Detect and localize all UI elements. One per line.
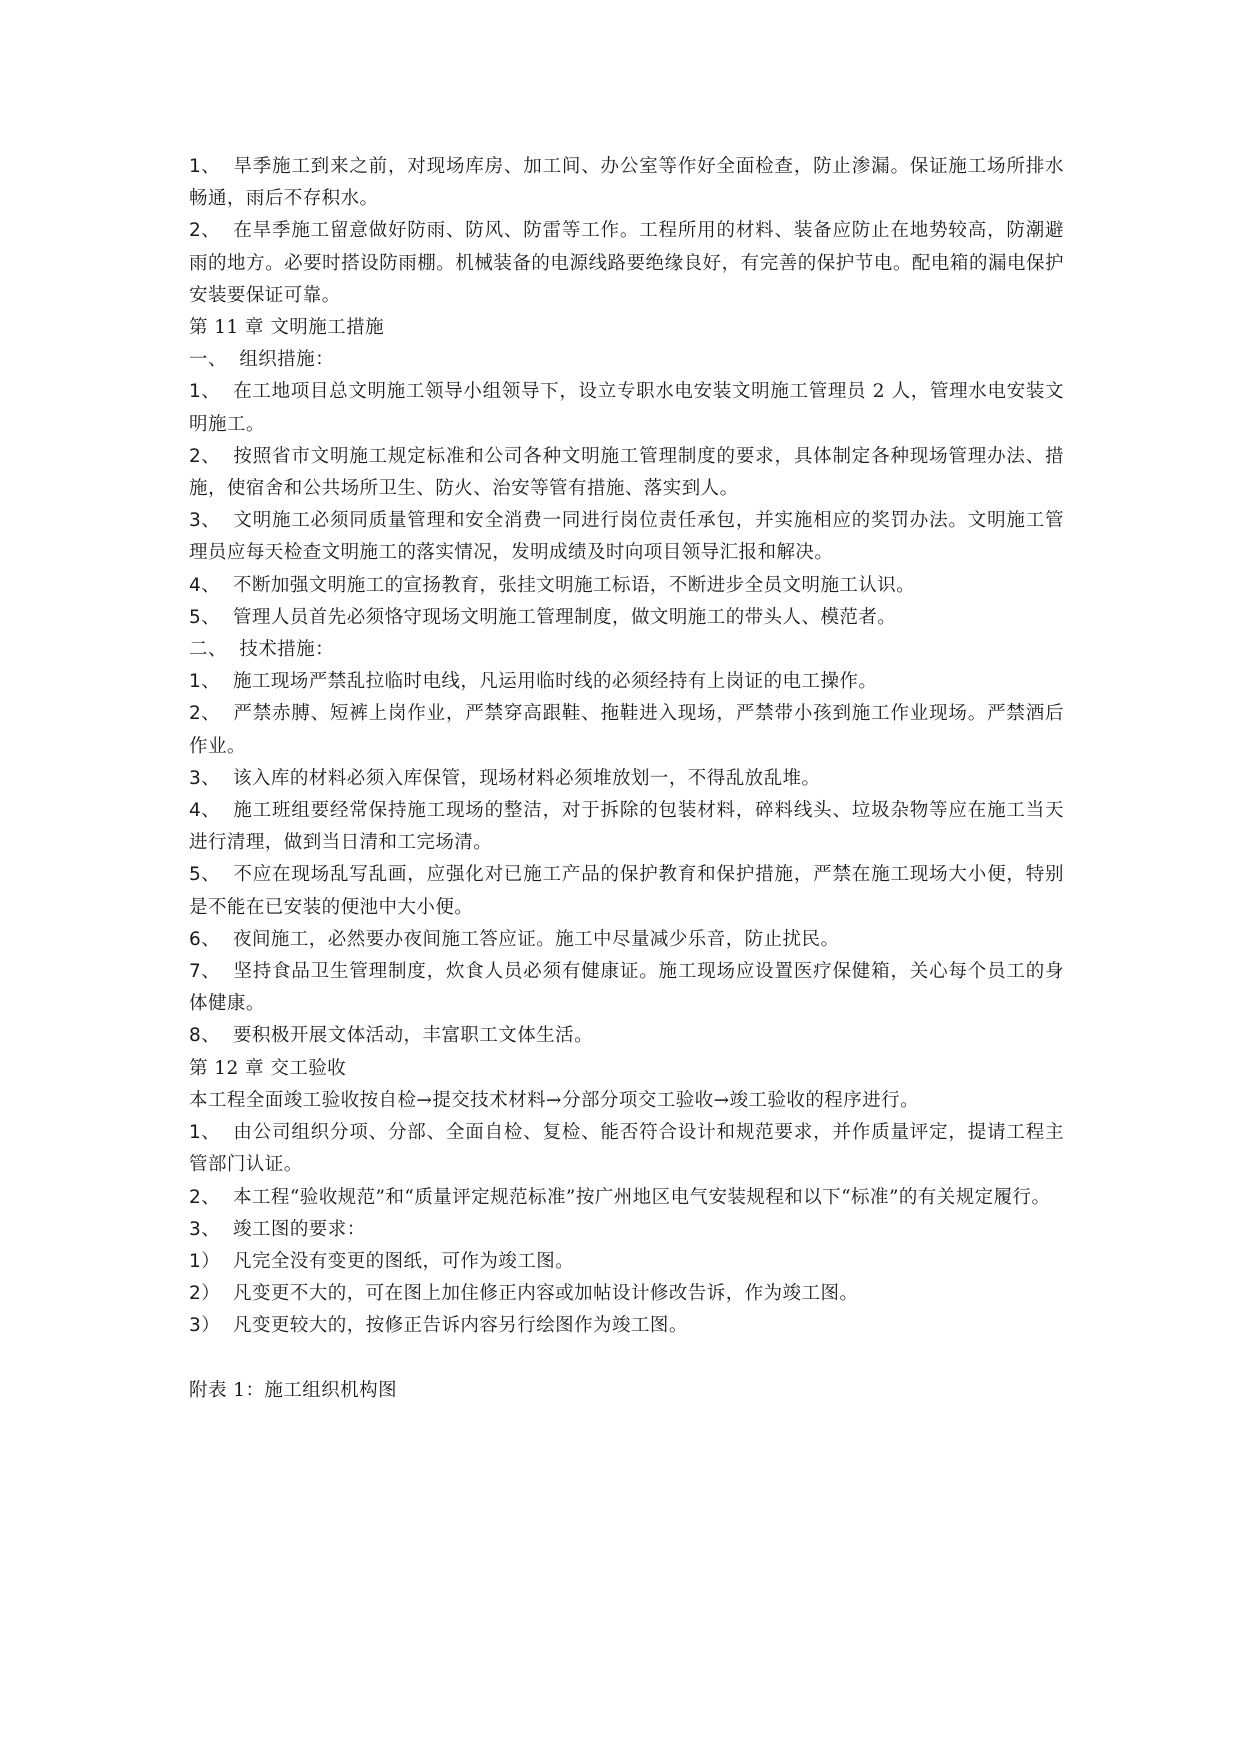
section-number: 一、	[189, 349, 227, 371]
paragraph	[189, 1278, 1064, 1310]
paragraph	[189, 1246, 1064, 1278]
chapter-heading-text: 第 11 章 文明施工措施	[189, 317, 385, 339]
paragraph-text: 由公司组织分项、分部、全面自检、复检、能否符合设计和规范要求，并作质量评定，提请工程主管部门认证。	[189, 1122, 1064, 1176]
list-number: 1、	[189, 381, 221, 403]
paragraph	[189, 505, 1064, 569]
section-heading	[189, 344, 1064, 376]
paragraph	[189, 666, 1064, 698]
appendix-caption: 附表 1：施工组织机构图	[189, 1379, 398, 1401]
paragraph	[189, 570, 1064, 602]
list-number: 5、	[189, 606, 221, 628]
paragraph-text: 竣工图的要求：	[233, 1218, 366, 1240]
list-number: 1）	[189, 1250, 221, 1272]
paragraph	[189, 376, 1064, 440]
paragraph	[189, 924, 1064, 956]
list-number: 3、	[189, 1218, 221, 1240]
paragraph	[189, 215, 1064, 312]
paragraph-text: 按照省市文明施工规定标准和公司各种文明施工管理制度的要求，具体制定各种现场管理办法、措施，使宿舍和公共场所卫生、防火、治安等管有措施、落实到人。	[189, 445, 1064, 500]
paragraph-text: 该入库的材料必须入库保管，现场材料必须堆放划一，不得乱放乱堆。	[233, 767, 821, 789]
paragraph	[189, 1020, 1064, 1052]
paragraph	[189, 698, 1064, 762]
list-number: 7、	[189, 961, 221, 983]
list-number: 3）	[189, 1315, 221, 1337]
paragraph-text: 本工程全面竣工验收按自检→提交技术材料→分部分项交工验收→竣工验收的程序进行。	[189, 1089, 920, 1111]
paragraph-text: 在旱季施工留意做好防雨、防风、防雷等工作。工程所用的材料、装备应防止在地势较高，防潮避雨的地方。必要时搭设防雨棚。机械装备的电源线路要绝缘良好，有完善的保护节电。配电箱的漏电保护安装要保证可靠。	[189, 220, 1064, 306]
list-number: 2、	[189, 703, 221, 725]
paragraph-text: 严禁赤膊、短裤上岗作业，严禁穿高跟鞋、拖鞋进入现场，严禁带小孩到施工作业现场。严禁酒后作业。	[189, 703, 1064, 757]
list-number: 3、	[189, 767, 221, 789]
paragraph	[189, 602, 1064, 634]
paragraph	[189, 1214, 1064, 1246]
list-number: 4、	[189, 574, 221, 596]
section-heading-text: 技术措施：	[233, 639, 335, 661]
section-number: 二、	[189, 639, 227, 661]
paragraph-text: 旱季施工到来之前，对现场库房、加工间、办公室等作好全面检查，防止渗漏。保证施工场所排水畅通，雨后不存积水。	[189, 156, 1064, 210]
list-number: 2、	[189, 1186, 221, 1208]
paragraph	[189, 763, 1064, 795]
list-number: 5、	[189, 864, 221, 886]
chapter-heading-text: 第 12 章 交工验收	[189, 1057, 347, 1079]
intro-paragraph	[189, 1085, 1064, 1117]
paragraph	[189, 956, 1064, 1020]
paragraph-text: 凡完全没有变更的图纸，可作为竣工图。	[233, 1250, 575, 1272]
list-number: 1、	[189, 671, 221, 693]
paragraph	[189, 1310, 1064, 1342]
section-heading-text: 组织措施：	[233, 349, 335, 371]
paragraph-text: 本工程“验收规范”和“质量评定规范标准”按广州地区电气安装规程和以下“标准”的有关规定履行。	[233, 1186, 1051, 1208]
paragraph	[189, 1182, 1064, 1214]
list-number: 4、	[189, 800, 221, 822]
list-number: 2、	[189, 220, 221, 242]
list-number: 2、	[189, 445, 221, 467]
list-number: 1、	[189, 1122, 221, 1144]
paragraph	[189, 441, 1064, 505]
paragraph	[189, 151, 1064, 215]
paragraph-text: 不断加强文明施工的宣扬教育，张挂文明施工标语，不断进步全员文明施工认识。	[233, 574, 916, 596]
paragraph-text: 管理人员首先必须恪守现场文明施工管理制度，做文明施工的带头人、模范者。	[233, 606, 897, 628]
paragraph-text: 在工地项目总文明施工领导小组领导下，设立专职水电安装文明施工管理员 2 人，管理水电安装文明施工。	[189, 381, 1064, 435]
paragraph	[189, 1117, 1064, 1181]
chapter-heading	[189, 312, 1064, 344]
list-number: 1、	[189, 156, 221, 177]
paragraph-text: 文明施工必须同质量管理和安全消费一同进行岗位责任承包，并实施相应的奖罚办法。文明施工管理员应每天检查文明施工的落实情况，发明成绩及时向项目领导汇报和解决。	[189, 510, 1064, 564]
paragraph	[189, 795, 1064, 859]
paragraph-text: 凡变更不大的，可在图上加住修正内容或加帖设计修改告诉，作为竣工图。	[233, 1283, 859, 1305]
section-heading	[189, 634, 1064, 666]
paragraph-text: 施工现场严禁乱拉临时电线，凡运用临时线的必须经持有上岗证的电工操作。	[233, 671, 878, 693]
paragraph-text: 凡变更较大的，按修正告诉内容另行绘图作为竣工图。	[233, 1315, 688, 1337]
paragraph-text: 夜间施工，必然要办夜间施工答应证。施工中尽量减少乐音，防止扰民。	[233, 928, 840, 950]
paragraph-text: 施工班组要经常保持施工现场的整洁，对于拆除的包装材料，碎料线头、垃圾杂物等应在施工当天进行清理，做到当日清和工完场清。	[189, 800, 1064, 854]
document-body	[189, 151, 1064, 1407]
chapter-heading	[189, 1053, 1064, 1085]
list-number: 3、	[189, 510, 221, 532]
list-number: 2）	[189, 1283, 221, 1305]
spacer	[189, 1343, 1064, 1375]
paragraph-text: 坚持食品卫生管理制度，炊食人员必须有健康证。施工现场应设置医疗保健箱，关心每个员工的身体健康。	[189, 961, 1064, 1015]
paragraph-text: 不应在现场乱写乱画，应强化对已施工产品的保护教育和保护措施，严禁在施工现场大小便，特别是不能在已安装的便池中大小便。	[189, 864, 1064, 918]
list-number: 6、	[189, 928, 221, 950]
paragraph-text: 要积极开展文体活动，丰富职工文体生活。	[233, 1025, 594, 1047]
list-number: 8、	[189, 1025, 221, 1047]
paragraph	[189, 859, 1064, 923]
